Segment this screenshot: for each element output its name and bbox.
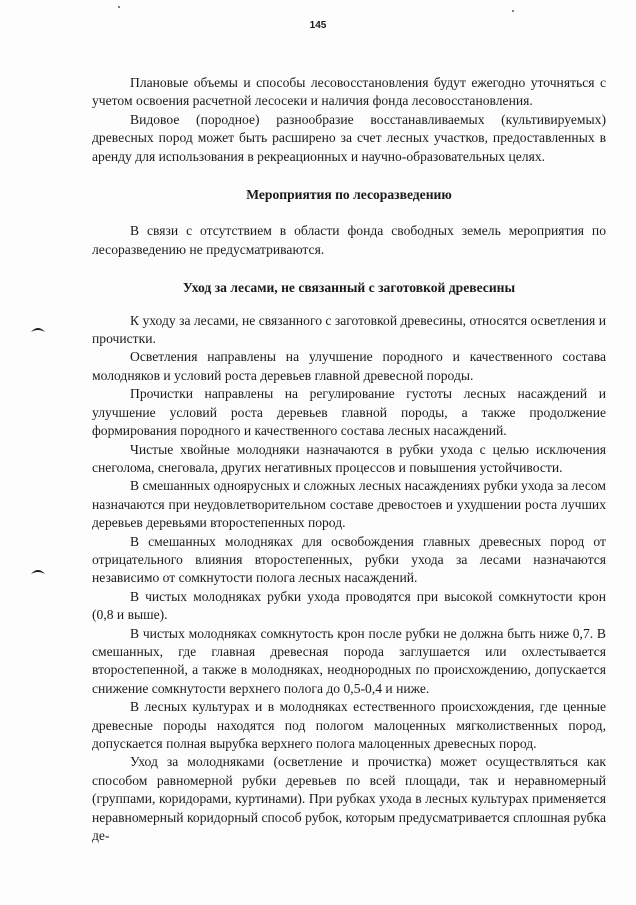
scan-speck — [118, 6, 120, 8]
paragraph: Плановые объемы и способы лесовосстановления будут ежегодно уточняться с учетом освоения расчетной лесосеки и наличия фонда лесовосстановления. — [92, 75, 606, 109]
section-heading: Уход за лесами, не связанный с заготовкой древесины — [182, 280, 516, 296]
paragraph: Уход за молодняками (осветление и прочистка) может осуществляться как способом равномерной рубки деревьев по всей площади, так и неравномерный (группами, коридорами, куртинами). При рубках ухода в лесных культурах применяется неравномерный коридорный способ рубок, которым предусматривается сплошная рубка де- — [92, 754, 606, 844]
paragraph: В чистых молодняках сомкнутость крон после рубки не должна быть ниже 0,7. В смешанных, где главная древесная порода заглушается или охлестывается второстепенной, а также в молодняках, неоднородных по происхождению, допускается снижение сомкнутости верхнего полога до 0,5-0,4 и ниже. — [92, 625, 606, 696]
paragraph: Видовое (породное) разнообразие восстанавливаемых (культивируемых) древесных пород может быть расширено за счет лесных участков, предоставленных в аренду для использования в рекреационных и научно-образовательных целях. — [92, 111, 606, 164]
binding-hole-mark — [30, 567, 46, 575]
document-body — [92, 74, 606, 845]
binding-hole-mark — [30, 325, 46, 333]
paragraph: Чистые хвойные молодняки назначаются в рубки ухода с целью исключения снеголома, снеговала, других негативных процессов и повышения устойчивости. — [92, 441, 606, 475]
paragraph: Прочистки направлены на регулирование густоты лесных насаждений и улучшение условий роста деревьев главной породы, а также продолжение формирования породного и качественного состава лесных насаждений. — [92, 386, 606, 439]
paragraph: В связи с отсутствием в области фонда свободных земель мероприятия по лесоразведению не предусматриваются. — [92, 223, 606, 257]
paragraph: В чистых молодняках рубки ухода проводятся при высокой сомкнутости крон (0,8 и выше). — [92, 588, 606, 623]
paragraph: Осветления направлены на улучшение породного и качественного состава молодняков и условий роста деревьев главной древесной породы. — [92, 349, 606, 383]
paragraph: К уходу за лесами, не связанного с заготовкой древесины, относятся осветления и прочистки. — [92, 312, 606, 347]
paragraph: В смешанных молодняках для освобождения главных древесных пород от отрицательного влияния второстепенных, рубки ухода за лесами назначаются независимо от сомкнутости полога лесных насаждений. — [92, 533, 606, 586]
scan-speck — [512, 10, 514, 12]
section-heading: Мероприятия по лесоразведению — [246, 187, 452, 203]
paragraph: В смешанных одноярусных и сложных лесных насаждениях рубки ухода за лесом назначаются при неудовлетворительном составе древостоев и ухудшении роста лучших деревьев деревьями второстепенных пород. — [92, 478, 606, 531]
page-number: 145 — [309, 20, 327, 31]
paragraph: В лесных культурах и в молодняках естественного происхождения, где ценные древесные породы находятся под пологом малоценных мягколиственных пород, допускается полная вырубка верхнего полога малоценных древесных пород. — [92, 699, 606, 751]
